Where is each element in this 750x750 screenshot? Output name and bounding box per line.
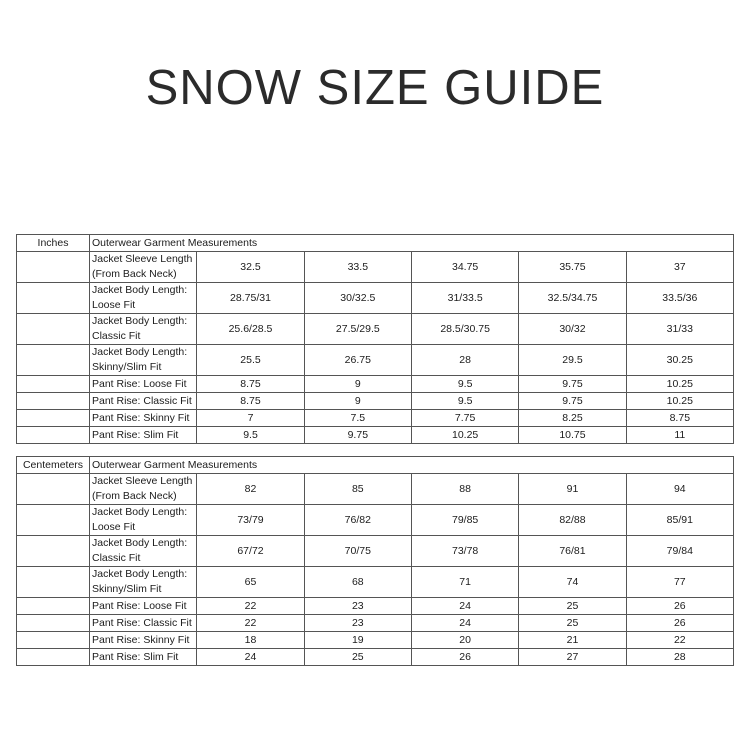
table-row bbox=[17, 283, 734, 314]
row-value: 25.6/28.5 bbox=[197, 314, 304, 345]
unit-spacer-cell bbox=[17, 376, 90, 393]
row-value: 76/81 bbox=[519, 536, 626, 567]
table-row bbox=[17, 376, 734, 393]
row-value: 25 bbox=[519, 598, 626, 615]
row-value: 77 bbox=[626, 567, 733, 598]
row-value: 9.5 bbox=[411, 376, 518, 393]
row-value: 9.75 bbox=[519, 393, 626, 410]
row-value: 79/84 bbox=[626, 536, 733, 567]
row-value: 25 bbox=[304, 649, 411, 666]
row-value: 68 bbox=[304, 567, 411, 598]
table-row bbox=[17, 536, 734, 567]
row-value: 10.25 bbox=[411, 427, 518, 444]
row-value: 10.25 bbox=[626, 376, 733, 393]
row-value: 10.25 bbox=[626, 393, 733, 410]
row-label: Jacket Body Length: Classic Fit bbox=[90, 536, 197, 567]
unit-spacer-cell bbox=[17, 283, 90, 314]
unit-spacer-cell bbox=[17, 567, 90, 598]
measurements-header-centimeters: Outerwear Garment Measurements bbox=[90, 457, 734, 474]
row-label: Jacket Body Length: Loose Fit bbox=[90, 505, 197, 536]
row-value: 22 bbox=[197, 598, 304, 615]
table-header-row bbox=[17, 457, 734, 474]
centimeters-size-table bbox=[16, 456, 734, 666]
row-label: Pant Rise: Slim Fit bbox=[90, 649, 197, 666]
row-label: Pant Rise: Loose Fit bbox=[90, 598, 197, 615]
table-row bbox=[17, 474, 734, 505]
table-row bbox=[17, 345, 734, 376]
row-value: 7 bbox=[197, 410, 304, 427]
measurements-header-inches: Outerwear Garment Measurements bbox=[90, 235, 734, 252]
row-value: 27.5/29.5 bbox=[304, 314, 411, 345]
row-value: 26 bbox=[626, 598, 733, 615]
row-value: 21 bbox=[519, 632, 626, 649]
row-value: 8.75 bbox=[626, 410, 733, 427]
unit-spacer-cell bbox=[17, 410, 90, 427]
row-value: 8.75 bbox=[197, 376, 304, 393]
table-row bbox=[17, 252, 734, 283]
row-value: 65 bbox=[197, 567, 304, 598]
table-row bbox=[17, 615, 734, 632]
row-value: 24 bbox=[411, 598, 518, 615]
table-row bbox=[17, 567, 734, 598]
row-value: 34.75 bbox=[411, 252, 518, 283]
row-value: 91 bbox=[519, 474, 626, 505]
row-value: 35.75 bbox=[519, 252, 626, 283]
row-value: 28.5/30.75 bbox=[411, 314, 518, 345]
row-value: 74 bbox=[519, 567, 626, 598]
row-value: 26.75 bbox=[304, 345, 411, 376]
row-label: Pant Rise: Slim Fit bbox=[90, 427, 197, 444]
row-value: 30.25 bbox=[626, 345, 733, 376]
table-gap bbox=[16, 444, 734, 456]
unit-spacer-cell bbox=[17, 615, 90, 632]
row-value: 24 bbox=[197, 649, 304, 666]
row-label: Jacket Body Length: Skinny/Slim Fit bbox=[90, 345, 197, 376]
table-row bbox=[17, 632, 734, 649]
page-title: SNOW SIZE GUIDE bbox=[145, 61, 605, 115]
table-row bbox=[17, 393, 734, 410]
row-value: 26 bbox=[411, 649, 518, 666]
row-value: 9.75 bbox=[519, 376, 626, 393]
row-value: 10.75 bbox=[519, 427, 626, 444]
unit-spacer-cell bbox=[17, 598, 90, 615]
unit-spacer-cell bbox=[17, 427, 90, 444]
unit-spacer-cell bbox=[17, 536, 90, 567]
row-value: 23 bbox=[304, 615, 411, 632]
row-value: 22 bbox=[626, 632, 733, 649]
row-value: 31/33 bbox=[626, 314, 733, 345]
row-value: 33.5 bbox=[304, 252, 411, 283]
row-value: 73/78 bbox=[411, 536, 518, 567]
row-value: 25.5 bbox=[197, 345, 304, 376]
row-value: 82/88 bbox=[519, 505, 626, 536]
row-value: 30/32.5 bbox=[304, 283, 411, 314]
row-value: 26 bbox=[626, 615, 733, 632]
table-row bbox=[17, 505, 734, 536]
row-label: Jacket Body Length: Skinny/Slim Fit bbox=[90, 567, 197, 598]
unit-spacer-cell bbox=[17, 632, 90, 649]
row-value: 23 bbox=[304, 598, 411, 615]
unit-spacer-cell bbox=[17, 505, 90, 536]
row-value: 9 bbox=[304, 393, 411, 410]
row-label: Jacket Sleeve Length (From Back Neck) bbox=[90, 252, 197, 283]
unit-label-inches: Inches bbox=[17, 235, 90, 252]
unit-label-centimeters: Centemeters bbox=[17, 457, 90, 474]
unit-spacer-cell bbox=[17, 345, 90, 376]
row-label: Pant Rise: Classic Fit bbox=[90, 393, 197, 410]
row-value: 82 bbox=[197, 474, 304, 505]
unit-spacer-cell bbox=[17, 393, 90, 410]
row-value: 25 bbox=[519, 615, 626, 632]
row-value: 20 bbox=[411, 632, 518, 649]
unit-spacer-cell bbox=[17, 314, 90, 345]
unit-spacer-cell bbox=[17, 649, 90, 666]
row-label: Pant Rise: Classic Fit bbox=[90, 615, 197, 632]
row-value: 9 bbox=[304, 376, 411, 393]
row-value: 9.75 bbox=[304, 427, 411, 444]
row-value: 7.75 bbox=[411, 410, 518, 427]
table-header-row bbox=[17, 235, 734, 252]
row-value: 24 bbox=[411, 615, 518, 632]
row-label: Pant Rise: Loose Fit bbox=[90, 376, 197, 393]
row-value: 8.25 bbox=[519, 410, 626, 427]
table-row bbox=[17, 314, 734, 345]
row-label: Jacket Body Length: Classic Fit bbox=[90, 314, 197, 345]
row-value: 71 bbox=[411, 567, 518, 598]
row-label: Pant Rise: Skinny Fit bbox=[90, 632, 197, 649]
row-value: 85/91 bbox=[626, 505, 733, 536]
row-value: 94 bbox=[626, 474, 733, 505]
row-value: 9.5 bbox=[411, 393, 518, 410]
row-value: 28 bbox=[411, 345, 518, 376]
row-value: 32.5 bbox=[197, 252, 304, 283]
table-row bbox=[17, 598, 734, 615]
table-row bbox=[17, 649, 734, 666]
row-value: 28.75/31 bbox=[197, 283, 304, 314]
row-value: 37 bbox=[626, 252, 733, 283]
table-row bbox=[17, 427, 734, 444]
inches-table-body bbox=[17, 235, 734, 444]
row-value: 73/79 bbox=[197, 505, 304, 536]
centimeters-table-body bbox=[17, 457, 734, 666]
row-value: 28 bbox=[626, 649, 733, 666]
row-value: 8.75 bbox=[197, 393, 304, 410]
row-label: Jacket Body Length: Loose Fit bbox=[90, 283, 197, 314]
row-value: 29.5 bbox=[519, 345, 626, 376]
row-value: 31/33.5 bbox=[411, 283, 518, 314]
table-row bbox=[17, 410, 734, 427]
row-value: 19 bbox=[304, 632, 411, 649]
row-value: 33.5/36 bbox=[626, 283, 733, 314]
row-value: 70/75 bbox=[304, 536, 411, 567]
row-value: 27 bbox=[519, 649, 626, 666]
row-value: 76/82 bbox=[304, 505, 411, 536]
row-value: 7.5 bbox=[304, 410, 411, 427]
row-value: 22 bbox=[197, 615, 304, 632]
row-value: 79/85 bbox=[411, 505, 518, 536]
row-value: 85 bbox=[304, 474, 411, 505]
row-value: 11 bbox=[626, 427, 733, 444]
inches-size-table bbox=[16, 234, 734, 444]
row-label: Pant Rise: Skinny Fit bbox=[90, 410, 197, 427]
row-value: 32.5/34.75 bbox=[519, 283, 626, 314]
row-value: 9.5 bbox=[197, 427, 304, 444]
row-value: 67/72 bbox=[197, 536, 304, 567]
row-label: Jacket Sleeve Length (From Back Neck) bbox=[90, 474, 197, 505]
row-value: 30/32 bbox=[519, 314, 626, 345]
size-tables-container bbox=[16, 234, 734, 666]
row-value: 88 bbox=[411, 474, 518, 505]
unit-spacer-cell bbox=[17, 474, 90, 505]
unit-spacer-cell bbox=[17, 252, 90, 283]
row-value: 18 bbox=[197, 632, 304, 649]
